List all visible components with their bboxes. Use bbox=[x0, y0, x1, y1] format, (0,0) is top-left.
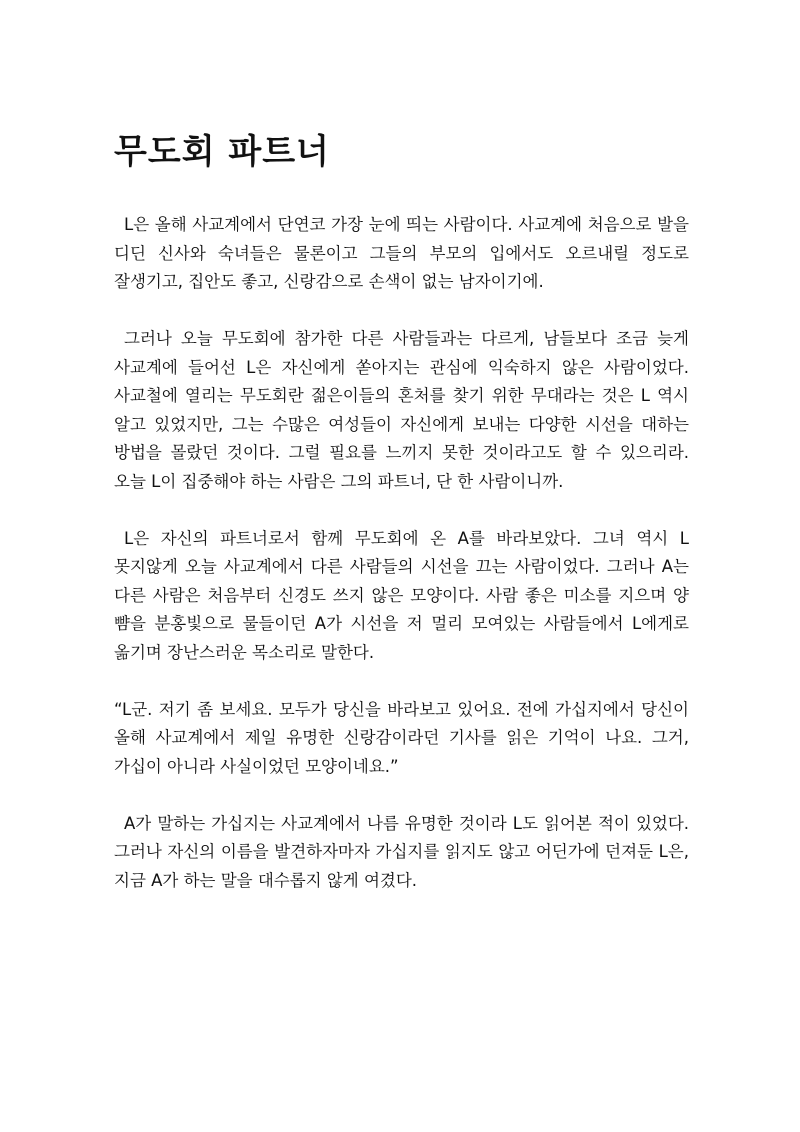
document-title: 무도회 파트너 bbox=[114, 132, 330, 172]
paragraph-1: L은 올해 사교계에서 단연코 가장 눈에 띄는 사람이다. 사교계에 처음으로 발을 디딘 신사와 숙녀들은 물론이고 그들의 부모의 입에서도 오르내릴 정도로 잘생기고, 집안도 좋고, 신랑감으로 손색이 없는 남자이기에. bbox=[114, 215, 689, 291]
paragraph-4-dialogue: “L군. 저기 좀 보세요. 모두가 당신을 바라보고 있어요. 전에 가십지에서 당신이 올해 사교계에서 제일 유명한 신랑감이라던 기사를 읽은 기억이 나요. 그거, 가십이 아니라 사실이었던 모양이네요.” bbox=[114, 699, 689, 776]
paragraph-3: L은 자신의 파트너로서 함께 무도회에 온 A를 바라보았다. 그녀 역시 L 못지않게 오늘 사교계에서 다른 사람들의 시선을 끄는 사람이었다. 그러나 A는 다른 사람은 처음부터 신경도 쓰지 않은 모양이다. 사람 좋은 미소를 지으며 양 뺨을 분홍빛으로 물들이던 A가 시선을 저 멀리 모여있는 사람들에서 L에게로 옮기며 장난스러운 목소리로 말한다. bbox=[114, 528, 689, 662]
paragraph-2: 그러나 오늘 무도회에 참가한 다른 사람들과는 다르게, 남들보다 조금 늦게 사교계에 들어선 L은 자신에게 쏟아지는 관심에 익숙하지 않은 사람이었다. 사교철에 열리는 무도회란 젊은이들의 혼처를 찾기 위한 무대라는 것은 L 역시 알고 있었지만, 그는 수많은 여성들이 자신에게 보내는 다양한 시선을 대하는 방법을 몰랐던 것이다. 그럴 필요를 느끼지 못한 것이라고도 할 수 있으리라. 오늘 L이 집중해야 하는 사람은 그의 파트너, 단 한 사람이니까. bbox=[114, 329, 689, 491]
document-body bbox=[114, 211, 689, 924]
paragraph-5: A가 말하는 가십지는 사교계에서 나름 유명한 것이라 L도 읽어본 적이 있었다. 그러나 자신의 이름을 발견하자마자 가십지를 읽지도 않고 어딘가에 던져둔 L은, 지금 A가 하는 말을 대수롭지 않게 여겼다. bbox=[114, 813, 689, 890]
